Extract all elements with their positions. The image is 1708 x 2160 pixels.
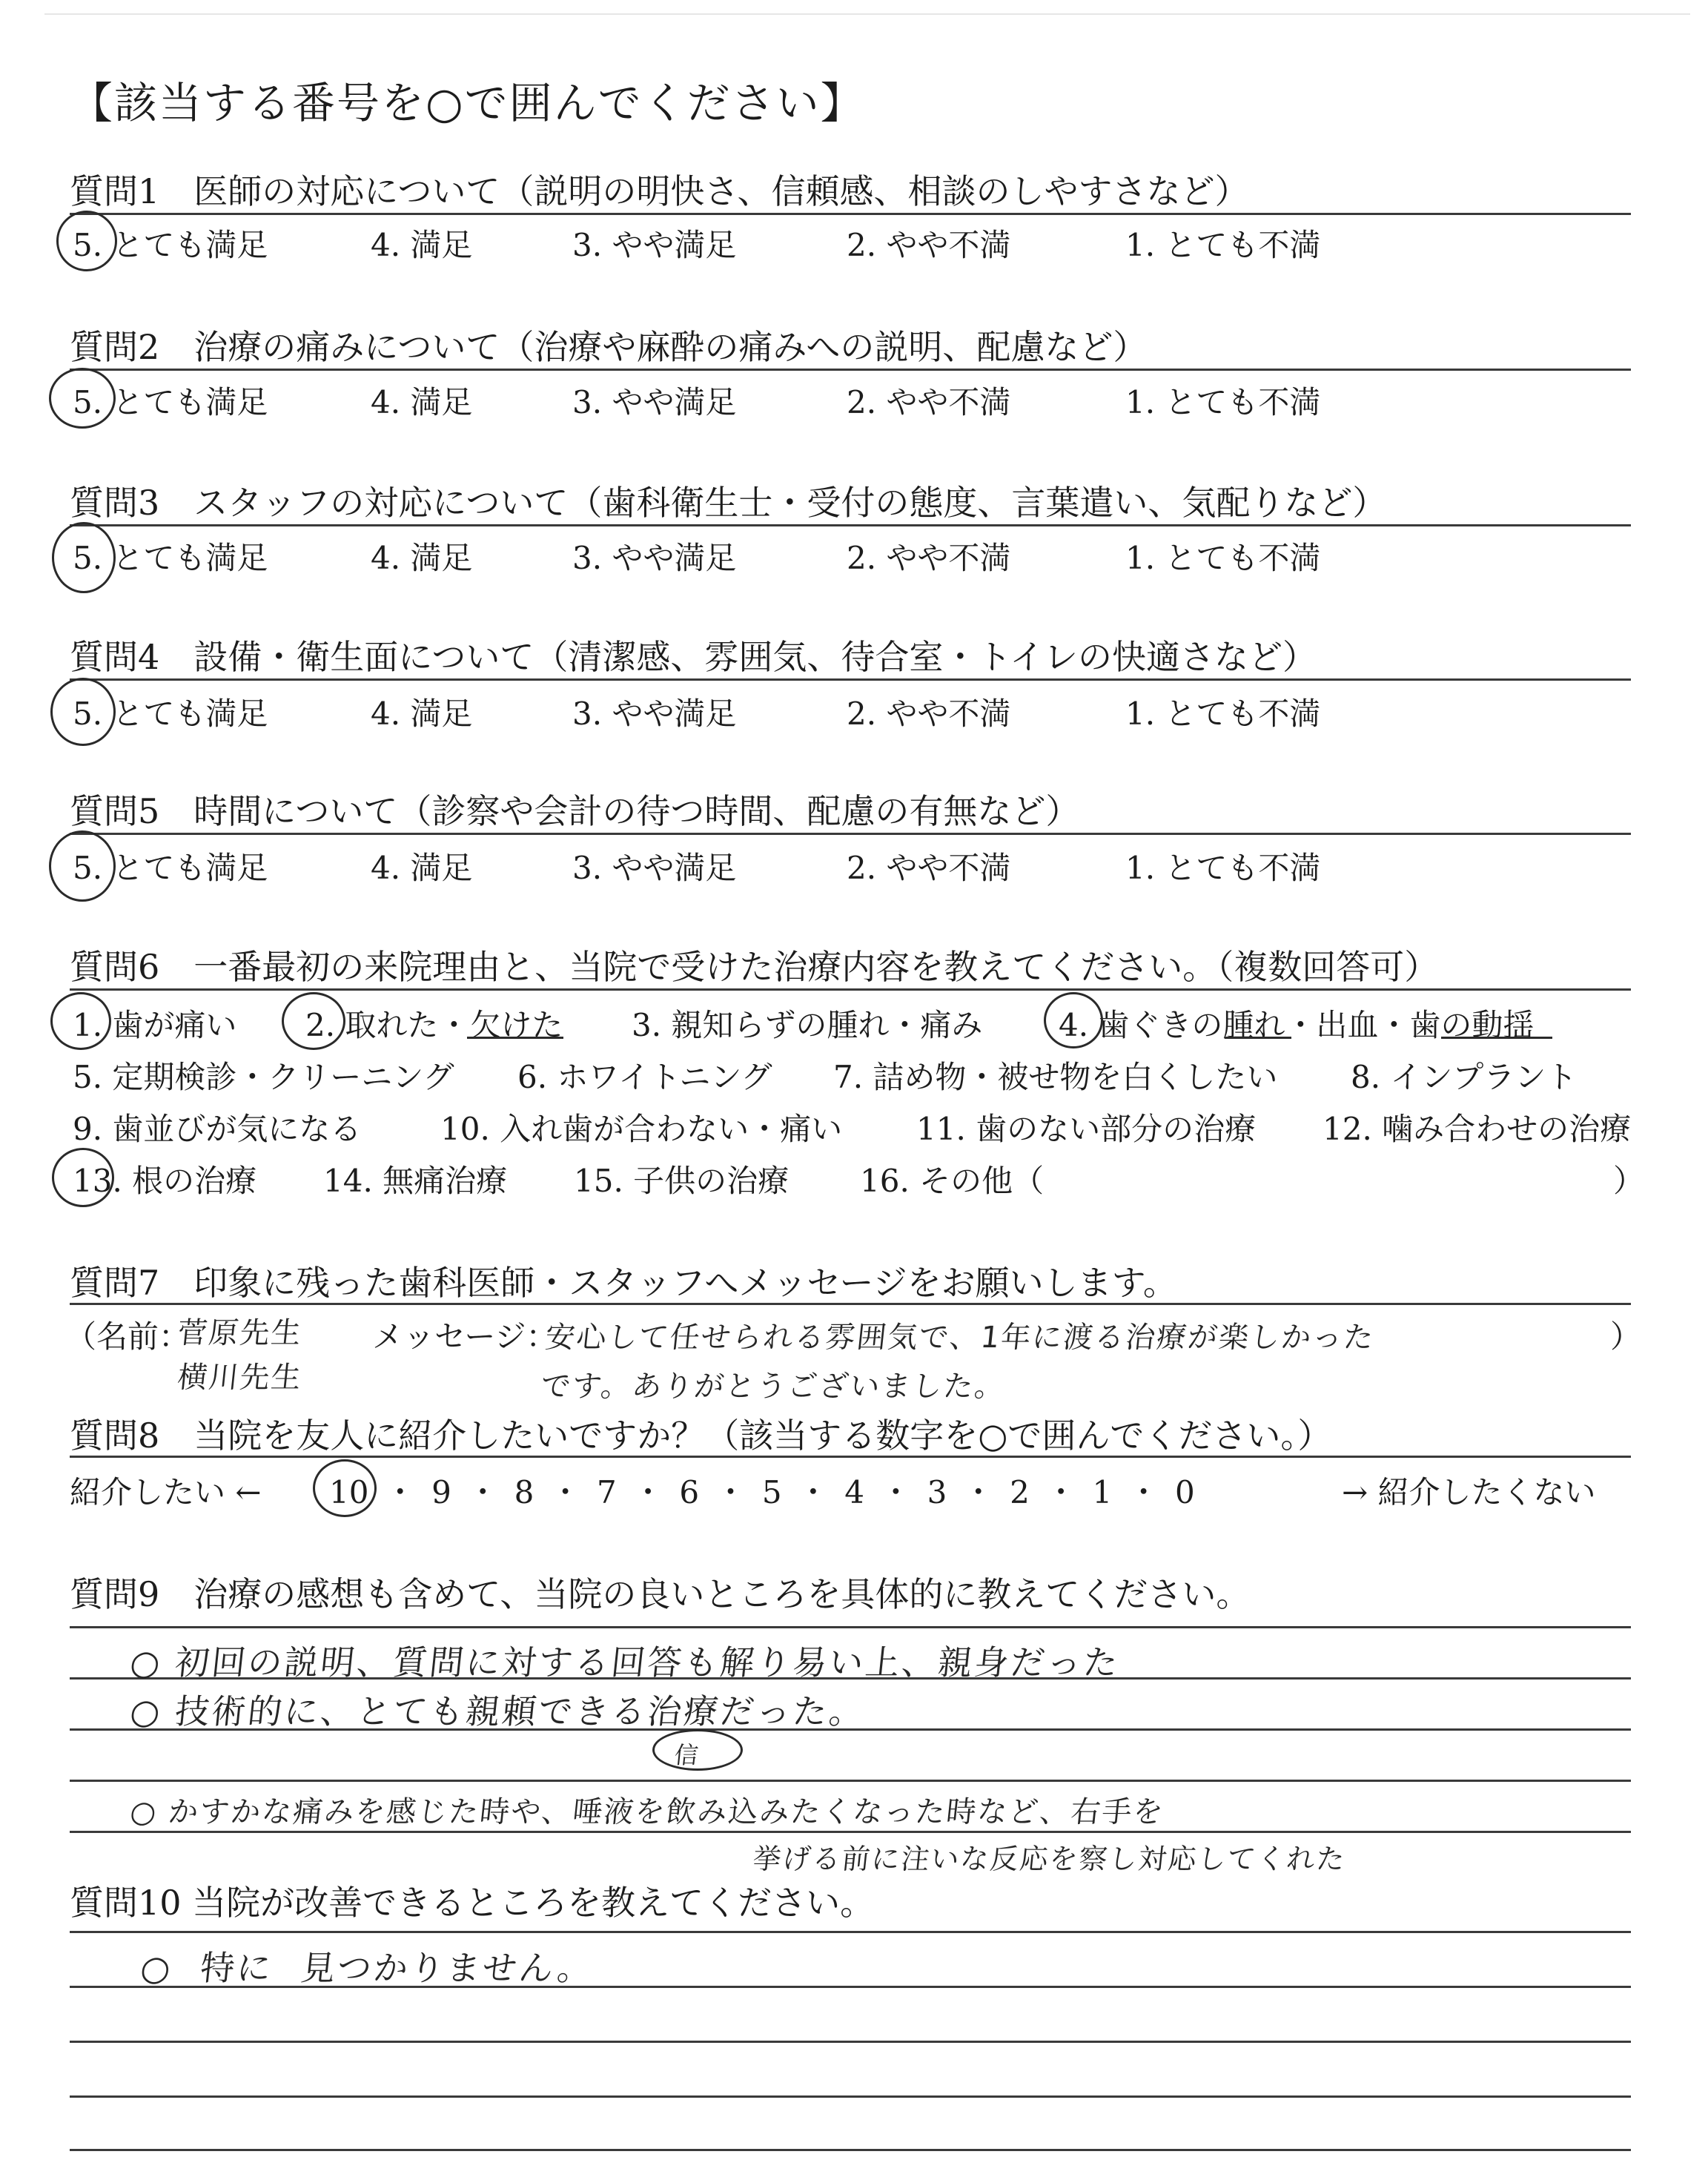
scan-top-edge <box>44 13 1690 15</box>
q6-option-14[interactable]: 14. 無痛治療 <box>323 1163 508 1199</box>
q1-option-2[interactable]: 2. やや不満 <box>847 227 1011 263</box>
q6-option-11[interactable]: 11. 歯のない部分の治療 <box>916 1111 1257 1147</box>
q10-line-1 <box>70 1931 1631 1933</box>
q6-option-4[interactable]: 4. 歯ぐきの腫れ・出血・歯の動揺 <box>1059 1007 1535 1043</box>
q6-option-13-circle <box>52 1148 114 1207</box>
q9-line-4 <box>70 1780 1631 1782</box>
q3-option-3[interactable]: 3. やや満足 <box>572 540 737 576</box>
q4-option-3[interactable]: 3. やや満足 <box>572 696 737 732</box>
q4-option-5[interactable]: 5. とても満足 <box>73 696 268 732</box>
question-8: 質問8 当院を友人に紹介したいですか？（該当する数字を○で囲んでください。） <box>70 1416 1332 1456</box>
q6-option-6[interactable]: 6. ホワイトニング <box>517 1059 772 1095</box>
q9-line-1 <box>70 1626 1631 1628</box>
q5-option-5[interactable]: 5. とても満足 <box>73 850 268 886</box>
q7-name-line-1: 菅原先生 <box>176 1316 305 1350</box>
q2-option-1[interactable]: 1. とても不満 <box>1125 384 1321 420</box>
q6-option-15[interactable]: 15. 子供の治療 <box>574 1163 790 1199</box>
q5-option-2[interactable]: 2. やや不満 <box>847 850 1011 886</box>
q6-option-10[interactable]: 10. 入れ歯が合わない・痛い <box>440 1111 843 1147</box>
question-7-rule <box>70 1303 1631 1305</box>
q6-option-16-close: ） <box>1613 1163 1645 1199</box>
q6-option-16[interactable]: 16. その他（ <box>860 1163 1045 1199</box>
q8-right-label: → 紹介したくない <box>1342 1474 1596 1510</box>
q7-message-line-2: です。ありがとうございました。 <box>539 1370 1007 1404</box>
q9-line-5 <box>70 1831 1631 1833</box>
q9-correction: 信 <box>672 1741 701 1769</box>
q3-option-4[interactable]: 4. 満足 <box>371 540 473 576</box>
q1-option-3[interactable]: 3. やや満足 <box>572 227 737 263</box>
q1-option-1[interactable]: 1. とても不満 <box>1125 227 1321 263</box>
q6-option-4-underline-b <box>1441 1037 1552 1039</box>
q7-close-paren: ） <box>1610 1318 1642 1355</box>
q3-option-2[interactable]: 2. やや不満 <box>847 540 1011 576</box>
q2-option-4[interactable]: 4. 満足 <box>371 384 473 420</box>
q3-option-5[interactable]: 5. とても満足 <box>73 540 268 576</box>
q10-line-5 <box>70 2149 1631 2151</box>
q4-option-1[interactable]: 1. とても不満 <box>1125 696 1321 732</box>
q4-option-2[interactable]: 2. やや不満 <box>847 696 1011 732</box>
question-9: 質問9 治療の感想も含めて、当院の良いところを具体的に教えてください。 <box>70 1574 1251 1614</box>
q1-option-5[interactable]: 5. とても満足 <box>73 227 268 263</box>
q6-option-7[interactable]: 7. 詰め物・被せ物を白くしたい <box>833 1059 1278 1095</box>
q1-selection-circle <box>56 211 117 271</box>
q9-answer-line-3: ○ かすかな痛みを感じた時や、唾液を飲み込みたくなった時など、右手を <box>128 1795 1166 1829</box>
q6-option-1-circle <box>50 992 111 1050</box>
question-5-rule <box>70 833 1631 835</box>
q5-option-4[interactable]: 4. 満足 <box>371 850 473 886</box>
q2-option-5[interactable]: 5. とても満足 <box>73 384 268 420</box>
q5-option-3[interactable]: 3. やや満足 <box>572 850 737 886</box>
q6-option-2[interactable]: 2. 取れた・欠けた <box>305 1007 563 1043</box>
q6-option-5[interactable]: 5. 定期検診・クリーニング <box>73 1059 454 1095</box>
question-8-rule <box>70 1456 1631 1458</box>
q4-option-4[interactable]: 4. 満足 <box>371 696 473 732</box>
question-10: 質問10 当院が改善できるところを教えてください。 <box>70 1883 875 1923</box>
q9-answer-line-4: 挙げる前に注いな反応を察し対応してくれた <box>751 1843 1348 1875</box>
form-header: 【該当する番号を○で囲んでください】 <box>70 78 865 128</box>
question-3: 質問3 スタッフの対応について（歯科衛生士・受付の態度、言葉遣い、気配りなど） <box>70 483 1387 523</box>
q6-option-2-underline <box>467 1037 563 1039</box>
q8-selection-circle <box>313 1459 377 1517</box>
q6-option-9[interactable]: 9. 歯並びが気になる <box>73 1111 362 1147</box>
q2-option-3[interactable]: 3. やや満足 <box>572 384 737 420</box>
q2-option-2[interactable]: 2. やや不満 <box>847 384 1011 420</box>
q8-left-label: 紹介したい ← <box>70 1474 262 1510</box>
q4-selection-circle <box>50 678 116 746</box>
question-5: 質問5 時間について（診察や会計の待つ時間、配慮の有無など） <box>70 791 1080 831</box>
question-7: 質問7 印象に残った歯科医師・スタッフへメッセージをお願いします。 <box>70 1263 1177 1303</box>
q10-line-4 <box>70 2095 1631 2098</box>
question-4-rule <box>70 678 1631 681</box>
q7-name-label: （名前： <box>65 1318 191 1355</box>
q3-option-1[interactable]: 1. とても不満 <box>1125 540 1321 576</box>
question-2-rule <box>70 369 1631 371</box>
q6-option-8[interactable]: 8. インプラント <box>1351 1059 1578 1095</box>
question-6: 質問6 一番最初の来院理由と、当院で受けた治療内容を教えてください。（複数回答可） <box>70 947 1439 987</box>
q6-option-13[interactable]: 13. 根の治療 <box>73 1163 257 1199</box>
q10-line-3 <box>70 2041 1631 2043</box>
q7-name-line-2: 横川先生 <box>176 1361 305 1395</box>
question-3-rule <box>70 524 1631 526</box>
q5-selection-circle <box>49 830 116 902</box>
question-4: 質問4 設備・衛生面について（清潔感、雰囲気、待合室・トイレの快適さなど） <box>70 637 1317 677</box>
q6-option-4-underline-a <box>1225 1037 1291 1039</box>
q6-option-3[interactable]: 3. 親知らずの腫れ・痛み <box>632 1007 983 1043</box>
q10-answer-line-1: ○ 特に 見つかりません。 <box>138 1948 596 1988</box>
question-1: 質問1 医師の対応について（説明の明快さ、信頼感、相談のしやすさなど） <box>70 171 1249 211</box>
q7-message-label: メッセージ： <box>372 1318 557 1355</box>
q6-option-4-circle <box>1044 992 1103 1048</box>
question-6-rule <box>70 988 1631 991</box>
q5-option-1[interactable]: 1. とても不満 <box>1125 850 1321 886</box>
q9-correction-circle <box>652 1729 743 1771</box>
q1-option-4[interactable]: 4. 満足 <box>371 227 473 263</box>
q6-option-12[interactable]: 12. 噛み合わせの治療 <box>1323 1111 1632 1147</box>
q8-scale[interactable]: 10 ・ 9 ・ 8 ・ 7 ・ 6 ・ 5 ・ 4 ・ 3 ・ 2 ・ 1 ・ 0 <box>329 1474 1195 1510</box>
q6-option-1[interactable]: 1. 歯が痛い <box>73 1007 237 1043</box>
q9-answer-line-1: ○ 初回の説明、質問に対する回答も解り易い上、親身だった <box>128 1642 1122 1682</box>
q3-selection-circle <box>52 522 116 593</box>
question-1-rule <box>70 213 1631 215</box>
q6-option-2-circle <box>282 992 345 1050</box>
q2-selection-circle <box>49 368 116 429</box>
q9-answer-line-2: ○ 技術的に、とても親頼できる治療だった。 <box>128 1691 868 1731</box>
question-2: 質問2 治療の痛みについて（治療や麻酔の痛みへの説明、配慮など） <box>70 327 1148 367</box>
q7-message-line-1: 安心して任せられる雰囲気で、1年に渡る治療が楽しかった <box>543 1321 1377 1355</box>
